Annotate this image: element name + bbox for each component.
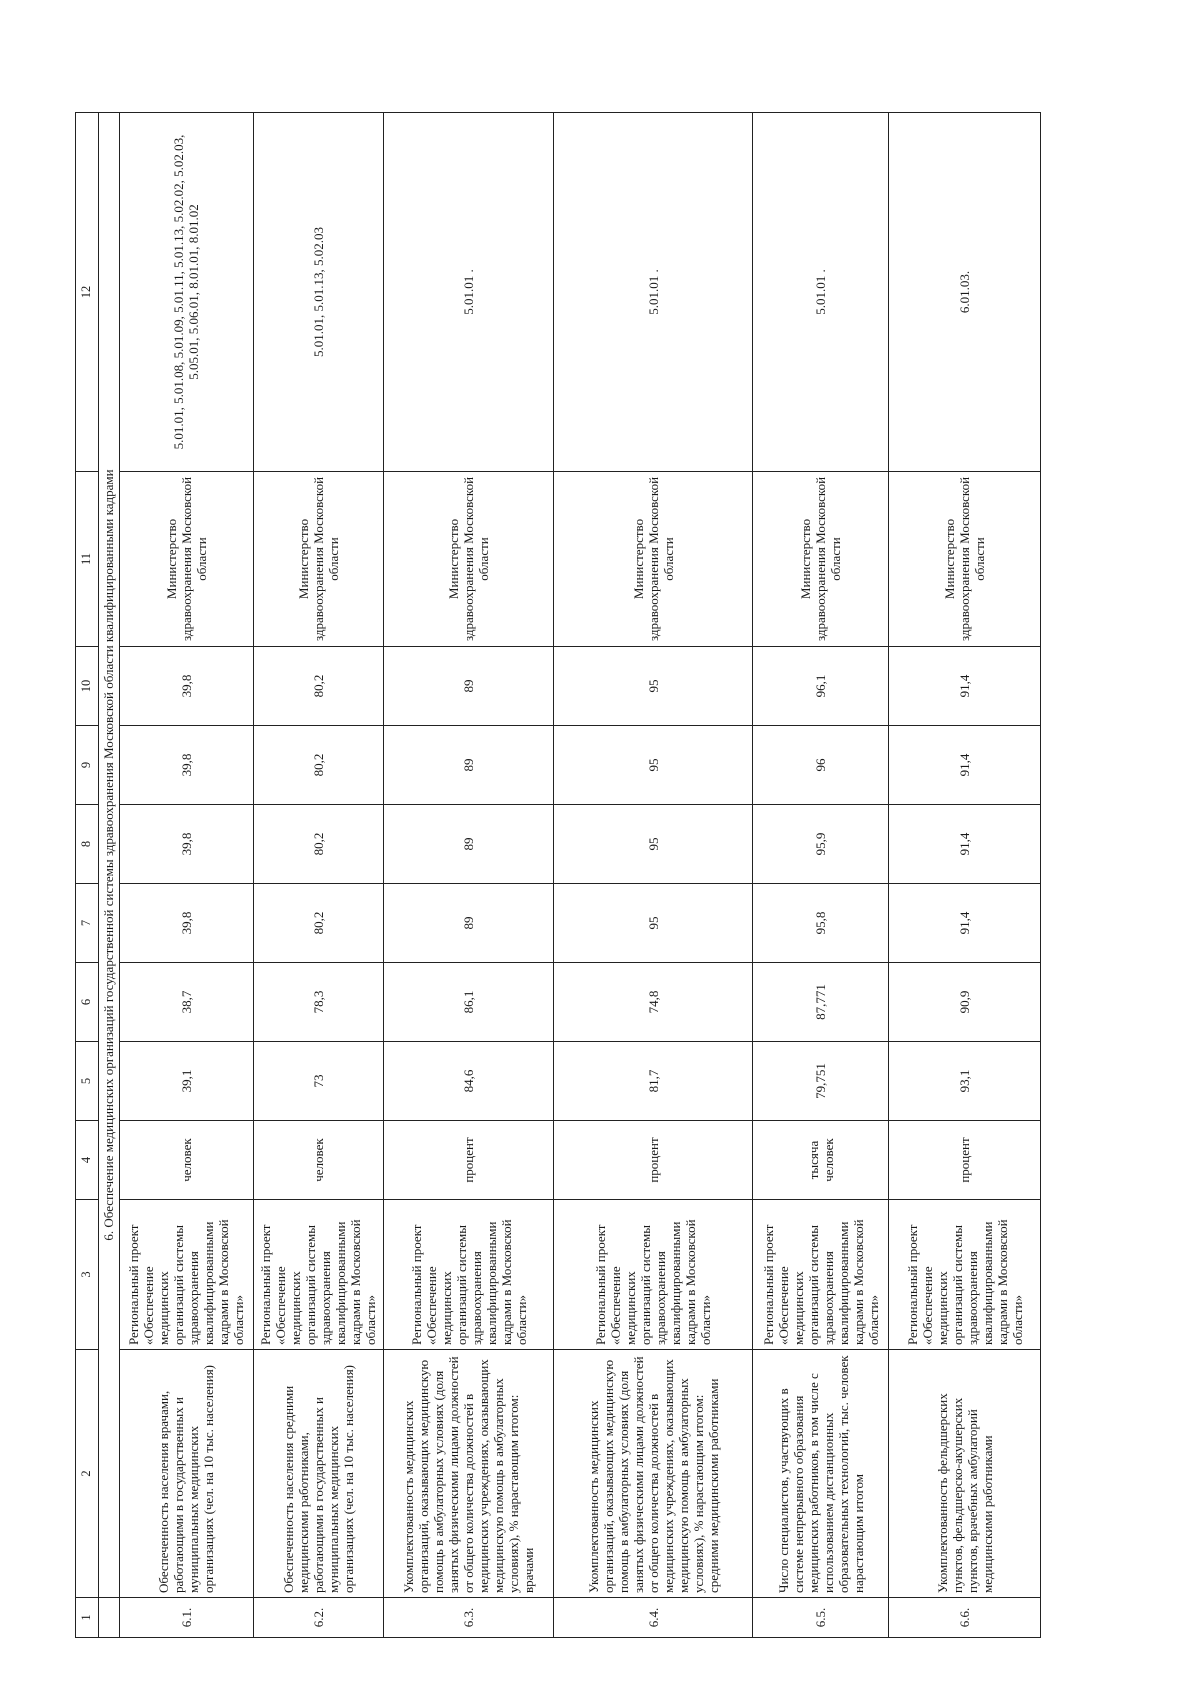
- indicator-value: 39,8: [119, 805, 253, 884]
- indicator-value: 89: [383, 726, 554, 805]
- indicator-name: Укомплектованность фельдшерских пунктов, фельдшерско-акушерских пунктов, врачебных амбулаторий медицинскими работниками: [889, 1350, 1041, 1598]
- indicator-value: 95: [554, 884, 753, 963]
- unit-of-measure: человек: [119, 1121, 253, 1200]
- indicator-value: 81,7: [554, 1042, 753, 1121]
- responsible-organization: Министерство здравоохранения Московской области: [119, 472, 253, 647]
- indicator-value: 89: [383, 647, 554, 726]
- unit-of-measure: процент: [383, 1121, 554, 1200]
- section-number-cell: [98, 1598, 119, 1638]
- indicator-value: 74,8: [554, 963, 753, 1042]
- column-number: 9: [76, 726, 99, 805]
- indicator-value: 39,8: [119, 884, 253, 963]
- indicator-value: 84,6: [383, 1042, 554, 1121]
- related-measures-codes: 5.01.01 .: [752, 113, 888, 472]
- column-number: 2: [76, 1350, 99, 1598]
- section-row: [98, 113, 119, 1638]
- indicator-value: 95: [554, 647, 753, 726]
- indicator-source: Региональный проект «Обеспечение медицинских организаций системы здравоохранения квалифицированными кадрами в Московской области»: [889, 1200, 1041, 1350]
- column-number-row: [76, 113, 99, 1638]
- related-measures-codes: 5.01.01 .: [554, 113, 753, 472]
- indicator-name: Обеспеченность населения средними медицинскими работниками, работающими в государственных и муниципальных медицинских организациях (чел. на 10 тыс. населения): [253, 1350, 383, 1598]
- responsible-organization: Министерство здравоохранения Московской области: [253, 472, 383, 647]
- column-number: 7: [76, 884, 99, 963]
- responsible-organization: Министерство здравоохранения Московской области: [889, 472, 1041, 647]
- indicator-value: 95: [554, 726, 753, 805]
- responsible-organization: Министерство здравоохранения Московской области: [554, 472, 753, 647]
- column-number: 6: [76, 963, 99, 1042]
- indicator-value: 96,1: [752, 647, 888, 726]
- row-number: 6.4.: [554, 1598, 753, 1638]
- table-row: [119, 113, 253, 1638]
- table-body: [76, 113, 1041, 1638]
- indicator-source: Региональный проект «Обеспечение медицинских организаций системы здравоохранения квалифицированными кадрами в Московской области»: [119, 1200, 253, 1350]
- column-number: 1: [76, 1598, 99, 1638]
- column-number: 5: [76, 1042, 99, 1121]
- indicator-value: 87,771: [752, 963, 888, 1042]
- indicator-value: 38,7: [119, 963, 253, 1042]
- column-number: 4: [76, 1121, 99, 1200]
- indicator-value: 89: [383, 805, 554, 884]
- column-number: 10: [76, 647, 99, 726]
- indicator-value: 95,8: [752, 884, 888, 963]
- indicator-source: Региональный проект «Обеспечение медицинских организаций системы здравоохранения квалифицированными кадрами в Московской области»: [383, 1200, 554, 1350]
- indicator-name: Укомплектованность медицинских организаций, оказывающих медицинскую помощь в амбулаторных условиях (доля занятых физическими лицами должностей от общего количества должностей в медицинских учреждениях, оказывающих медицинскую помощь в амбулаторных условиях), % нарастающим итогом: средними медицинскими работниками: [554, 1350, 753, 1598]
- indicator-value: 90,9: [889, 963, 1041, 1042]
- indicator-value: 91,4: [889, 805, 1041, 884]
- indicator-value: 80,2: [253, 726, 383, 805]
- related-measures-codes: 6.01.03.: [889, 113, 1041, 472]
- indicator-value: 95,9: [752, 805, 888, 884]
- indicator-value: 95: [554, 805, 753, 884]
- indicator-value: 80,2: [253, 884, 383, 963]
- section-title: 6. Обеспечение медицинских организаций государственной системы здравоохранения Московской области квалифицированными кадрами: [98, 113, 119, 1598]
- column-number: 3: [76, 1200, 99, 1350]
- indicator-value: 39,8: [119, 647, 253, 726]
- indicator-value: 39,1: [119, 1042, 253, 1121]
- row-number: 6.1.: [119, 1598, 253, 1638]
- indicator-value: 91,4: [889, 647, 1041, 726]
- indicator-source: Региональный проект «Обеспечение медицинских организаций системы здравоохранения квалифицированными кадрами в Московской области»: [554, 1200, 753, 1350]
- indicator-name: Укомплектованность медицинских организаций, оказывающих медицинскую помощь в амбулаторных условиях (доля занятых физическими лицами должностей от общего количества должностей в медицинских учреждениях, оказывающих медицинскую помощь в амбулаторных условиях), % нарастающим итогом: врачами: [383, 1350, 554, 1598]
- indicators-table: [75, 112, 1041, 1638]
- indicator-source: Региональный проект «Обеспечение медицинских организаций системы здравоохранения квалифицированными кадрами в Московской области»: [253, 1200, 383, 1350]
- row-number: 6.5.: [752, 1598, 888, 1638]
- related-measures-codes: 5.01.01 .: [383, 113, 554, 472]
- rotated-table-wrapper: [75, 113, 1041, 1638]
- indicator-name: Число специалистов, участвующих в системе непрерывного образования медицинских работников, в том числе с использованием дистанционных образовательных технологий, тыс. человек нарастающим итогом: [752, 1350, 888, 1598]
- indicator-value: 80,2: [253, 647, 383, 726]
- indicator-value: 79,751: [752, 1042, 888, 1121]
- indicator-value: 78,3: [253, 963, 383, 1042]
- indicator-value: 73: [253, 1042, 383, 1121]
- column-number: 12: [76, 113, 99, 472]
- indicator-value: 93,1: [889, 1042, 1041, 1121]
- indicator-value: 89: [383, 884, 554, 963]
- responsible-organization: Министерство здравоохранения Московской области: [752, 472, 888, 647]
- related-measures-codes: 5.01.01, 5.01.08, 5.01.09, 5.01.11, 5.01.13, 5.02.02, 5.02.03, 5.05.01, 5.06.01, 8.01.01, 8.01.02: [119, 113, 253, 472]
- unit-of-measure: процент: [889, 1121, 1041, 1200]
- row-number: 6.3.: [383, 1598, 554, 1638]
- table-row: [383, 113, 554, 1638]
- table-row: [554, 113, 753, 1638]
- indicator-value: 91,4: [889, 726, 1041, 805]
- indicator-value: 91,4: [889, 884, 1041, 963]
- related-measures-codes: 5.01.01, 5.01.13, 5.02.03: [253, 113, 383, 472]
- table-row: [752, 113, 888, 1638]
- responsible-organization: Министерство здравоохранения Московской области: [383, 472, 554, 647]
- table-row: [253, 113, 383, 1638]
- indicator-value: 86,1: [383, 963, 554, 1042]
- unit-of-measure: процент: [554, 1121, 753, 1200]
- unit-of-measure: тысяча человек: [752, 1121, 888, 1200]
- row-number: 6.2.: [253, 1598, 383, 1638]
- indicator-value: 80,2: [253, 805, 383, 884]
- row-number: 6.6.: [889, 1598, 1041, 1638]
- column-number: 11: [76, 472, 99, 647]
- unit-of-measure: человек: [253, 1121, 383, 1200]
- indicator-value: 39,8: [119, 726, 253, 805]
- indicator-name: Обеспеченность населения врачами, работающими в государственных и муниципальных медицинских организациях (чел. на 10 тыс. населения): [119, 1350, 253, 1598]
- indicator-value: 96: [752, 726, 888, 805]
- column-number: 8: [76, 805, 99, 884]
- indicator-source: Региональный проект «Обеспечение медицинских организаций системы здравоохранения квалифицированными кадрами в Московской области»: [752, 1200, 888, 1350]
- table-row: [889, 113, 1041, 1638]
